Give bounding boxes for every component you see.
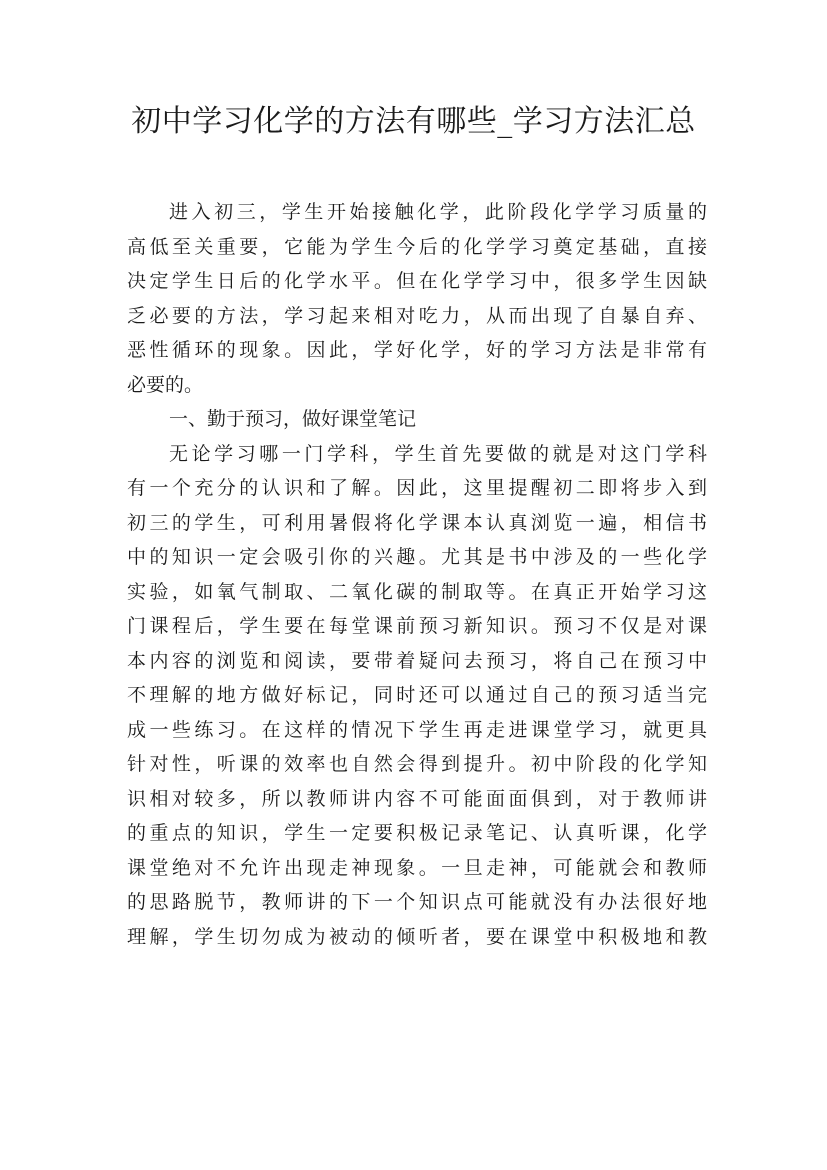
body-line: 成一些练习。在这样的情况下学生再走进课堂学习，就更具 [127,718,707,741]
body-line: 无论学习哪一门学科，学生首先要做的就是对这门学科 [169,442,707,465]
body-line: 一、勤于预习，做好课堂笔记 [169,408,417,430]
body-line: 有一个充分的认识和了解。因此，这里提醒初二即将步入到 [127,477,707,499]
body-line: 恶性循环的现象。因此，学好化学，好的学习方法是非常有 [127,339,707,361]
body-line: 决定学生日后的化学水平。但在化学学习中，很多学生因缺 [127,270,707,292]
body-line: 课堂绝对不允许出现走神现象。一旦走神，可能就会和教师 [127,856,707,879]
body-line: 的重点的知识，学生一定要积极记录笔记、认真听课，化学 [127,822,707,844]
body-line: 针对性，听课的效率也自然会得到提升。初中阶段的化学知 [127,753,707,775]
body-line: 必要的。 [127,373,204,396]
body-line: 门课程后，学生要在每堂课前预习新知识。预习不仅是对课 [127,615,707,637]
body-line: 高低至关重要，它能为学生今后的化学学习奠定基础，直接 [127,235,707,258]
body-line: 实验，如氧气制取、二氧化碳的制取等。在真正开始学习这 [127,580,707,603]
body-line: 不理解的地方做好标记，同时还可以通过自己的预习适当完 [127,684,707,706]
body-line: 理解，学生切勿成为被动的倾听者，要在课堂中积极地和教 [127,925,707,948]
body-line: 初三的学生，可利用暑假将化学课本认真浏览一遍，相信书 [127,511,707,534]
body-line: 本内容的浏览和阅读，要带着疑问去预习，将自己在预习中 [127,649,707,672]
body-line: 进入初三，学生开始接触化学，此阶段化学学习质量的 [169,201,707,223]
body-line: 中的知识一定会吸引你的兴趣。尤其是书中涉及的一些化学 [127,546,707,568]
document-title: 初中学习化学的方法有哪些_学习方法汇总 [131,104,696,139]
body-line: 乏必要的方法，学习起来相对吃力，从而出现了自暴自弃、 [127,304,707,327]
body-line: 识相对较多，所以教师讲内容不可能面面俱到，对于教师讲 [127,787,707,810]
document-body [127,195,707,954]
body-line: 的思路脱节，教师讲的下一个知识点可能就没有办法很好地 [127,891,707,913]
